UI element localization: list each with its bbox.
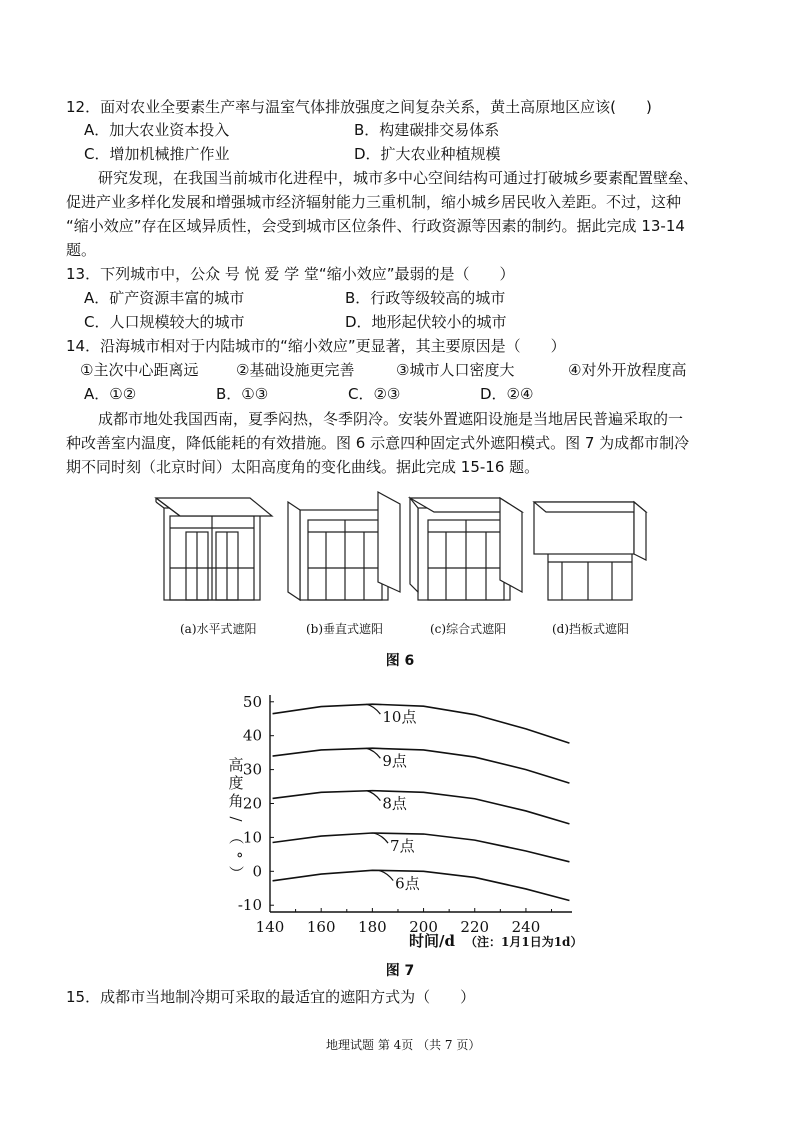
passage2-line-1: 成都市地处我国西南，夏季闷热，冬季阴冷。安装外置遮阳设施是当地居民普遍采取的一 (98, 410, 684, 428)
y-tick-label: 50 (242, 692, 262, 711)
series-leader (366, 748, 380, 758)
series-leader (366, 704, 380, 714)
series-line-8点 (273, 791, 570, 824)
q13-option-b[interactable]: B．行政等级较高的城市 (345, 289, 506, 307)
figure6-panel-c-label: (c)综合式遮阳 (430, 622, 507, 636)
x-tick-label: 140 (255, 918, 285, 936)
y-axis-label-char: / (227, 816, 245, 822)
series-label-9点: 9点 (382, 752, 407, 771)
q14-option-b[interactable]: B．①③ (216, 385, 269, 403)
q13-option-d[interactable]: D．地形起伏较小的城市 (345, 313, 507, 331)
series-line-9点 (273, 748, 570, 783)
q14-item-2: ②基础设施更完善 (236, 361, 355, 379)
figure6-panel-a-label: (a)水平式遮阳 (180, 622, 257, 636)
q12-option-d[interactable]: D．扩大农业种植规模 (354, 145, 501, 163)
series-label-6点: 6点 (395, 874, 420, 893)
series-leader (374, 833, 388, 843)
passage1-line-3: “缩小效应”存在区域异质性，会受到城市区位条件、行政资源等因素的制约。据此完成 13-14 (66, 217, 685, 235)
q12-option-b[interactable]: B．构建碳排交易体系 (354, 121, 500, 139)
q14-option-d[interactable]: D．②④ (480, 385, 534, 403)
x-axis-label: 时间/d (409, 932, 455, 950)
y-axis-label-char: （ (227, 829, 245, 845)
series-line-6点 (273, 870, 570, 900)
x-axis-note: （注：1月1日为1d） (465, 935, 583, 949)
x-tick-label: 240 (511, 918, 541, 936)
figure6-panel-b-label: (b)垂直式遮阳 (306, 622, 384, 636)
figure6-caption: 图 6 (385, 653, 415, 669)
y-axis-label-char: ） (227, 865, 245, 881)
y-axis-label-char: 度 (228, 774, 244, 792)
q14-option-c[interactable]: C．②③ (348, 385, 401, 403)
page-footer: 地理试题 第 4页 （共 7 页） (326, 1038, 481, 1052)
q12-option-a[interactable]: A．加大农业资本投入 (84, 121, 230, 139)
figure6-panel-d-label: (d)挡板式遮阳 (552, 622, 630, 636)
y-tick-label: 30 (242, 760, 262, 779)
y-tick-label: 40 (242, 726, 262, 745)
series-leader (366, 791, 380, 801)
series-line-10点 (273, 704, 570, 743)
q12-option-c[interactable]: C．增加机械推广作业 (84, 145, 230, 163)
q12-stem: 12．面对农业全要素生产率与温室气体排放强度之间复杂关系，黄土高原地区应该( ) (66, 98, 652, 116)
q14-option-a[interactable]: A．①② (84, 385, 137, 403)
x-tick-label: 200 (409, 918, 438, 936)
series-label-7点: 7点 (390, 837, 415, 856)
q13-option-a[interactable]: A．矿产资源丰富的城市 (84, 289, 245, 307)
q13-stem: 13．下列城市中，公众 号 悦 爱 学 堂“缩小效应”最弱的是（ ） (66, 265, 515, 283)
series-label-8点: 8点 (382, 794, 407, 813)
q14-item-3: ③城市人口密度大 (396, 361, 515, 379)
q14-item-4: ④对外开放程度高 (568, 361, 687, 379)
y-axis-label-char: ° (227, 851, 245, 859)
y-tick-label: 20 (242, 794, 262, 813)
passage1-line-4: 题。 (66, 241, 97, 259)
y-axis-label-char: 角 (228, 792, 244, 810)
x-tick-label: 160 (306, 918, 336, 936)
series-line-7点 (273, 833, 570, 862)
passage2-line-3: 期不同时刻（北京时间）太阳高度角的变化曲线。据此完成 15-16 题。 (66, 458, 540, 476)
x-tick-label: 180 (358, 918, 387, 936)
passage2-line-2: 种改善室内温度，降低能耗的有效措施。图 6 示意四种固定式外遮阳模式。图 7 为成都市制冷 (66, 434, 690, 452)
passage1-line-2: 促进产业多样化发展和增强城市经济辐射能力三重机制，缩小城乡居民收入差距。不过，这种 (66, 193, 682, 211)
y-tick-label: -10 (237, 896, 262, 915)
y-tick-label: 10 (242, 828, 262, 847)
figure7-caption: 图 7 (385, 963, 415, 979)
y-tick-label: 0 (252, 862, 262, 881)
series-label-10点: 10点 (382, 708, 417, 727)
passage1-line-1: 研究发现，在我国当前城市化进程中，城市多中心空间结构可通过打破城乡要素配置壁垒、 (98, 169, 699, 187)
q13-option-c[interactable]: C．人口规模较大的城市 (84, 313, 245, 331)
q15-stem: 15．成都市当地制冷期可采取的最适宜的遮阳方式为（ ） (66, 988, 476, 1006)
series-leader (379, 871, 393, 881)
x-tick-label: 220 (460, 918, 490, 936)
q14-stem: 14．沿海城市相对于内陆城市的“缩小效应”更显著，其主要原因是（ ） (66, 337, 566, 355)
y-axis-label-char: 高 (228, 756, 244, 774)
q14-item-1: ①主次中心距离远 (80, 361, 199, 379)
